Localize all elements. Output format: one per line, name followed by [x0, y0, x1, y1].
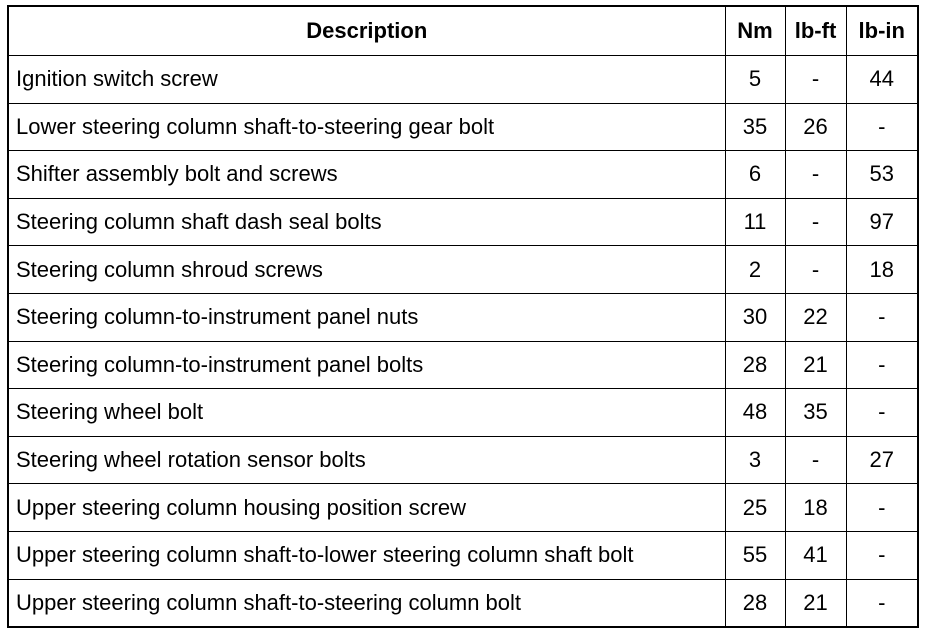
cell-lbft: -: [785, 56, 846, 104]
header-nm: Nm: [725, 6, 785, 56]
cell-nm: 35: [725, 103, 785, 151]
cell-lbin: -: [846, 531, 918, 579]
cell-lbin: 53: [846, 151, 918, 199]
cell-nm: 30: [725, 293, 785, 341]
table-row: [8, 293, 918, 341]
cell-lbin: -: [846, 293, 918, 341]
table-row: [8, 151, 918, 199]
cell-nm: 2: [725, 246, 785, 294]
cell-lbft: 21: [785, 341, 846, 389]
cell-nm: 28: [725, 341, 785, 389]
cell-lbft: -: [785, 436, 846, 484]
cell-description: Steering wheel bolt: [8, 389, 725, 437]
header-lbin: lb-in: [846, 6, 918, 56]
cell-lbft: 26: [785, 103, 846, 151]
cell-description: Lower steering column shaft-to-steering gear bolt: [8, 103, 725, 151]
cell-lbin: 27: [846, 436, 918, 484]
cell-lbin: -: [846, 103, 918, 151]
cell-description: Upper steering column shaft-to-lower steering column shaft bolt: [8, 531, 725, 579]
cell-lbft: -: [785, 198, 846, 246]
cell-lbin: -: [846, 484, 918, 532]
table-row: [8, 531, 918, 579]
table-row: [8, 56, 918, 104]
table-row: [8, 579, 918, 627]
cell-nm: 25: [725, 484, 785, 532]
cell-lbft: 21: [785, 579, 846, 627]
cell-description: Steering column shaft dash seal bolts: [8, 198, 725, 246]
cell-description: Steering column shroud screws: [8, 246, 725, 294]
table-row: [8, 484, 918, 532]
cell-lbin: -: [846, 579, 918, 627]
torque-spec-table: [7, 5, 919, 628]
cell-nm: 55: [725, 531, 785, 579]
cell-nm: 11: [725, 198, 785, 246]
cell-lbin: -: [846, 341, 918, 389]
cell-description: Steering column-to-instrument panel bolts: [8, 341, 725, 389]
cell-lbft: -: [785, 151, 846, 199]
cell-lbft: 35: [785, 389, 846, 437]
table-row: [8, 341, 918, 389]
table-row: [8, 246, 918, 294]
cell-description: Steering wheel rotation sensor bolts: [8, 436, 725, 484]
cell-lbin: 44: [846, 56, 918, 104]
cell-lbin: -: [846, 389, 918, 437]
cell-nm: 5: [725, 56, 785, 104]
cell-nm: 3: [725, 436, 785, 484]
header-description: Description: [8, 6, 725, 56]
table-row: [8, 436, 918, 484]
cell-lbft: 41: [785, 531, 846, 579]
table-row: [8, 389, 918, 437]
cell-nm: 28: [725, 579, 785, 627]
table-row: [8, 103, 918, 151]
table-header-row: [8, 6, 918, 56]
cell-lbft: 22: [785, 293, 846, 341]
cell-nm: 6: [725, 151, 785, 199]
cell-lbin: 97: [846, 198, 918, 246]
cell-description: Steering column-to-instrument panel nuts: [8, 293, 725, 341]
cell-description: Ignition switch screw: [8, 56, 725, 104]
cell-lbft: -: [785, 246, 846, 294]
cell-description: Upper steering column shaft-to-steering column bolt: [8, 579, 725, 627]
cell-description: Upper steering column housing position screw: [8, 484, 725, 532]
table-row: [8, 198, 918, 246]
cell-lbin: 18: [846, 246, 918, 294]
cell-nm: 48: [725, 389, 785, 437]
cell-description: Shifter assembly bolt and screws: [8, 151, 725, 199]
header-lbft: lb-ft: [785, 6, 846, 56]
cell-lbft: 18: [785, 484, 846, 532]
